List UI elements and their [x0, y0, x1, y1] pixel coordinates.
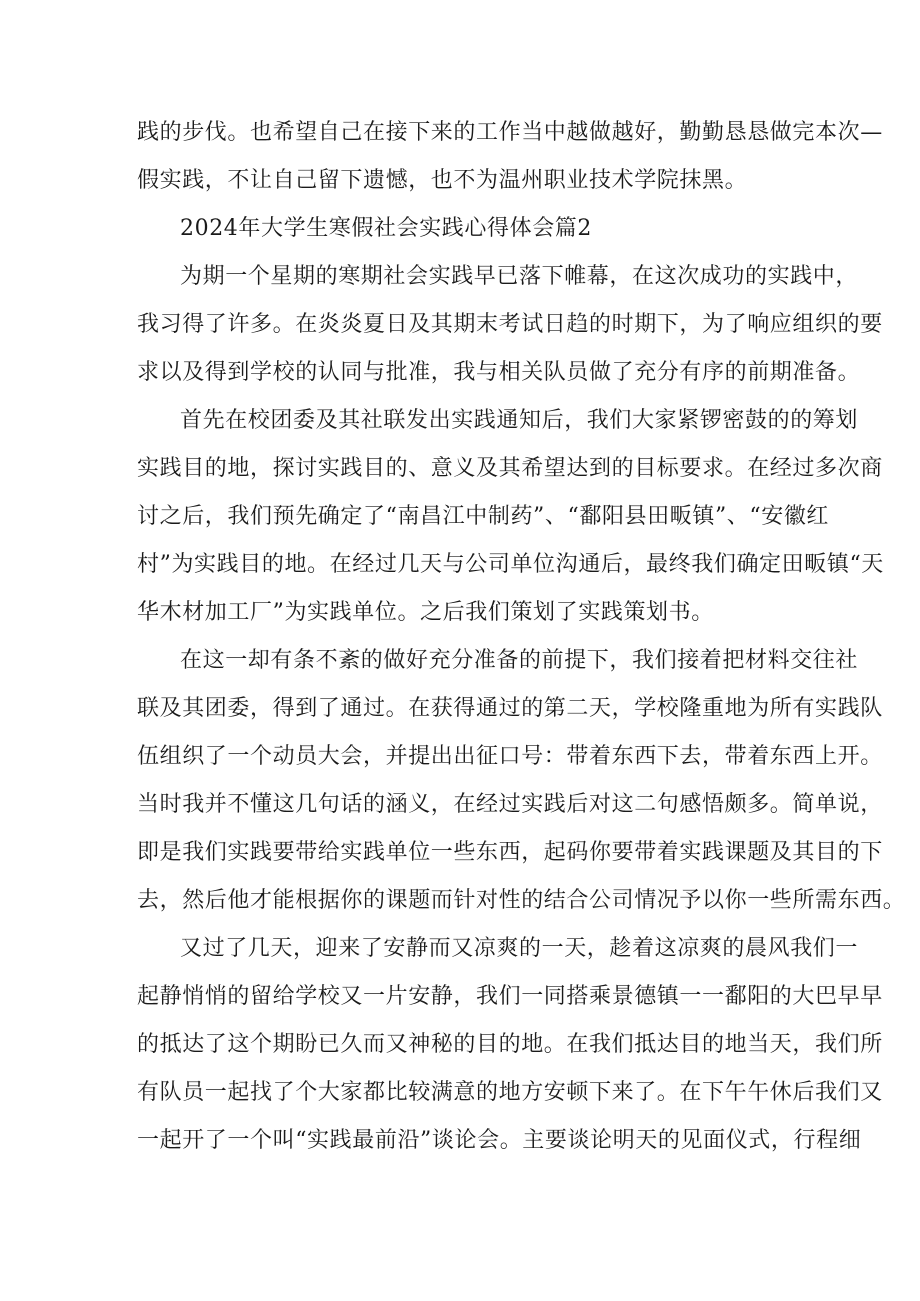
- body-text-line: 有队员一起找了个大家都比较满意的地方安顿下来了。在下午午休后我们又: [137, 1080, 883, 1105]
- body-text-line: 践的步伐。也希望自己在接下来的工作当中越做越好，勤勤恳恳做完本次—: [137, 120, 883, 145]
- body-text-line: 实践目的地，探讨实践目的、意义及其希望达到的目标要求。在经过多次商: [137, 456, 883, 481]
- body-text-line: 起静悄悄的留给学校又一片安静，我们一同搭乘景德镇一一鄱阳的大巴早早: [137, 984, 883, 1009]
- body-text-line: 去，然后他才能根据你的课题而针对性的结合公司情况予以你一些所需东西。: [137, 888, 906, 913]
- body-text-line: 我习得了许多。在炎炎夏日及其期末考试日趋的时期下，为了响应组织的要: [137, 312, 883, 337]
- body-text-line: 当时我并不懂这几句话的涵义，在经过实践后对这二句感悟颇多。简单说，: [137, 792, 883, 817]
- body-text-line: 讨之后，我们预先确定了“南昌江中制药”、“鄱阳县田畈镇”、“安徽红: [137, 504, 830, 529]
- body-text-line: 村”为实践目的地。在经过几天与公司单位沟通后，最终我们确定田畈镇“天: [137, 552, 884, 577]
- body-text-line: 求以及得到学校的认同与批准，我与相关队员做了充分有序的前期准备。: [137, 360, 861, 385]
- body-text-line: 在这一却有条不紊的做好充分准备的前提下，我们接着把材料交往社: [180, 648, 859, 673]
- body-text-line: 假实践，不让自己留下遗憾，也不为温州职业技术学院抹黑。: [137, 168, 748, 193]
- body-text-line: 首先在校团委及其社联发出实践通知后，我们大家紧锣密鼓的的筹划: [180, 408, 859, 433]
- body-text-line: 为期一个星期的寒期社会实践早已落下帷幕，在这次成功的实践中，: [180, 264, 859, 289]
- section-heading: 2024年大学生寒假社会实践心得体会篇2: [180, 216, 592, 241]
- body-text-line: 伍组织了一个动员大会，并提出出征口号：带着东西下去，带着东西上开。: [137, 744, 883, 769]
- body-text-line: 又过了几天，迎来了安静而又凉爽的一天，趁着这凉爽的晨风我们一: [180, 936, 859, 961]
- body-text-line: 的抵达了这个期盼已久而又神秘的目的地。在我们抵达目的地当天，我们所: [137, 1032, 883, 1057]
- body-text-line: 联及其团委，得到了通过。在获得通过的第二天，学校隆重地为所有实践队: [137, 696, 883, 721]
- body-text-line: 华木材加工厂”为实践单位。之后我们策划了实践策划书。: [137, 600, 714, 625]
- body-text-line: 即是我们实践要带给实践单位一些东西，起码你要带着实践课题及其目的下: [137, 840, 883, 865]
- body-text-line: 一起开了一个叫“实践最前沿”谈论会。主要谈论明天的见面仪式，行程细: [137, 1128, 862, 1153]
